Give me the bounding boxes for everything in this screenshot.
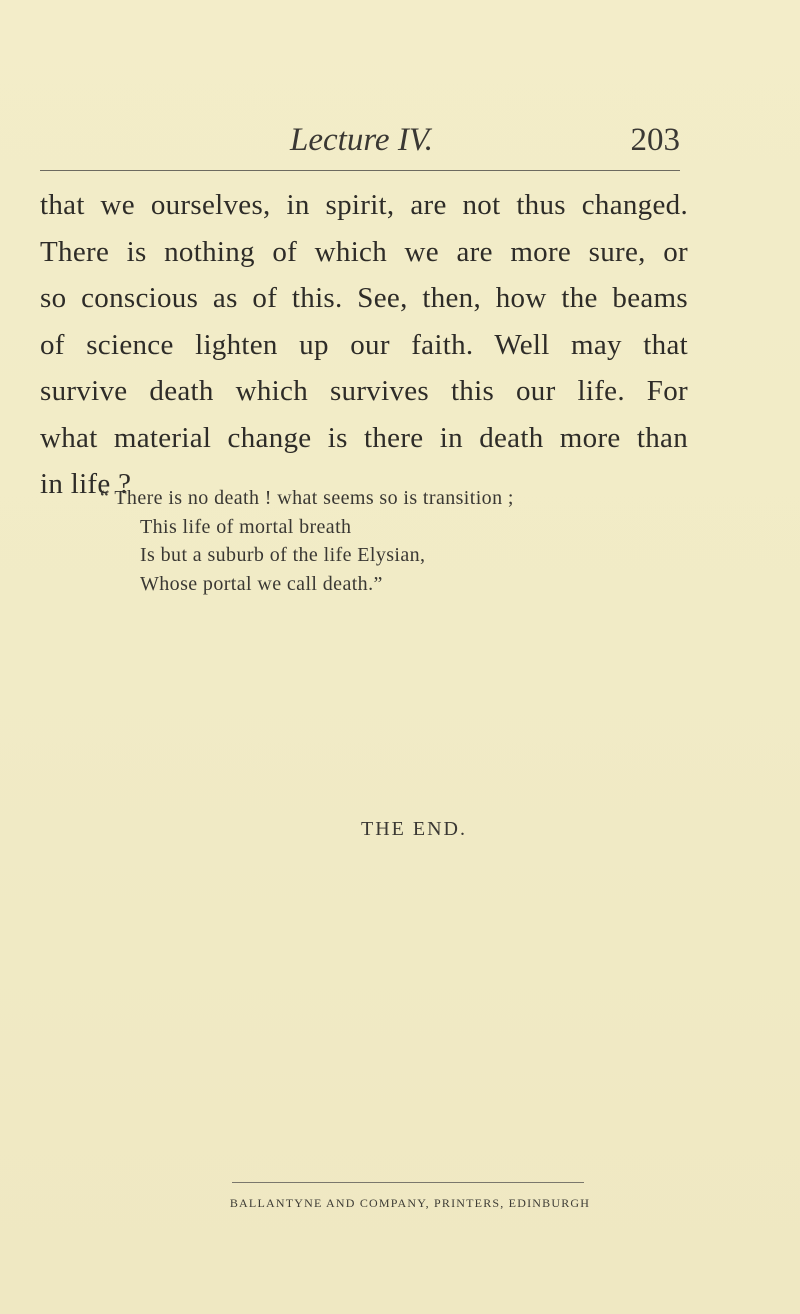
verse-line: This life of mortal breath (140, 515, 352, 538)
verse-line: “ There is no death ! what seems so is transition ; (100, 487, 514, 509)
verse-quotation (100, 484, 620, 598)
body-line: what material change is there in death more than (40, 421, 688, 454)
body-paragraph (40, 182, 688, 508)
body-line: survive death which survives this our life. For (40, 375, 688, 407)
running-title: Lecture IV. (290, 122, 433, 158)
the-end: THE END. (361, 818, 467, 840)
body-line: There is nothing of which we are more sure, or (40, 235, 688, 268)
page-number: 203 (630, 122, 680, 158)
header-rule (40, 170, 680, 171)
body-line: in life ? (40, 468, 132, 500)
verse-line: Whose portal we call death.” (140, 572, 383, 595)
body-line: that we ourselves, in spirit, are not thus changed. (40, 189, 688, 221)
verse-line: Is but a suburb of the life Elysian, (140, 544, 426, 566)
imprint-rule (232, 1182, 584, 1183)
running-head (40, 118, 680, 158)
printer-imprint: BALLANTYNE AND COMPANY, PRINTERS, EDINBURGH (229, 1196, 591, 1210)
body-line: of science lighten up our faith. Well may that (40, 328, 688, 361)
body-line: so conscious as of this. See, then, how the beams (40, 282, 688, 314)
